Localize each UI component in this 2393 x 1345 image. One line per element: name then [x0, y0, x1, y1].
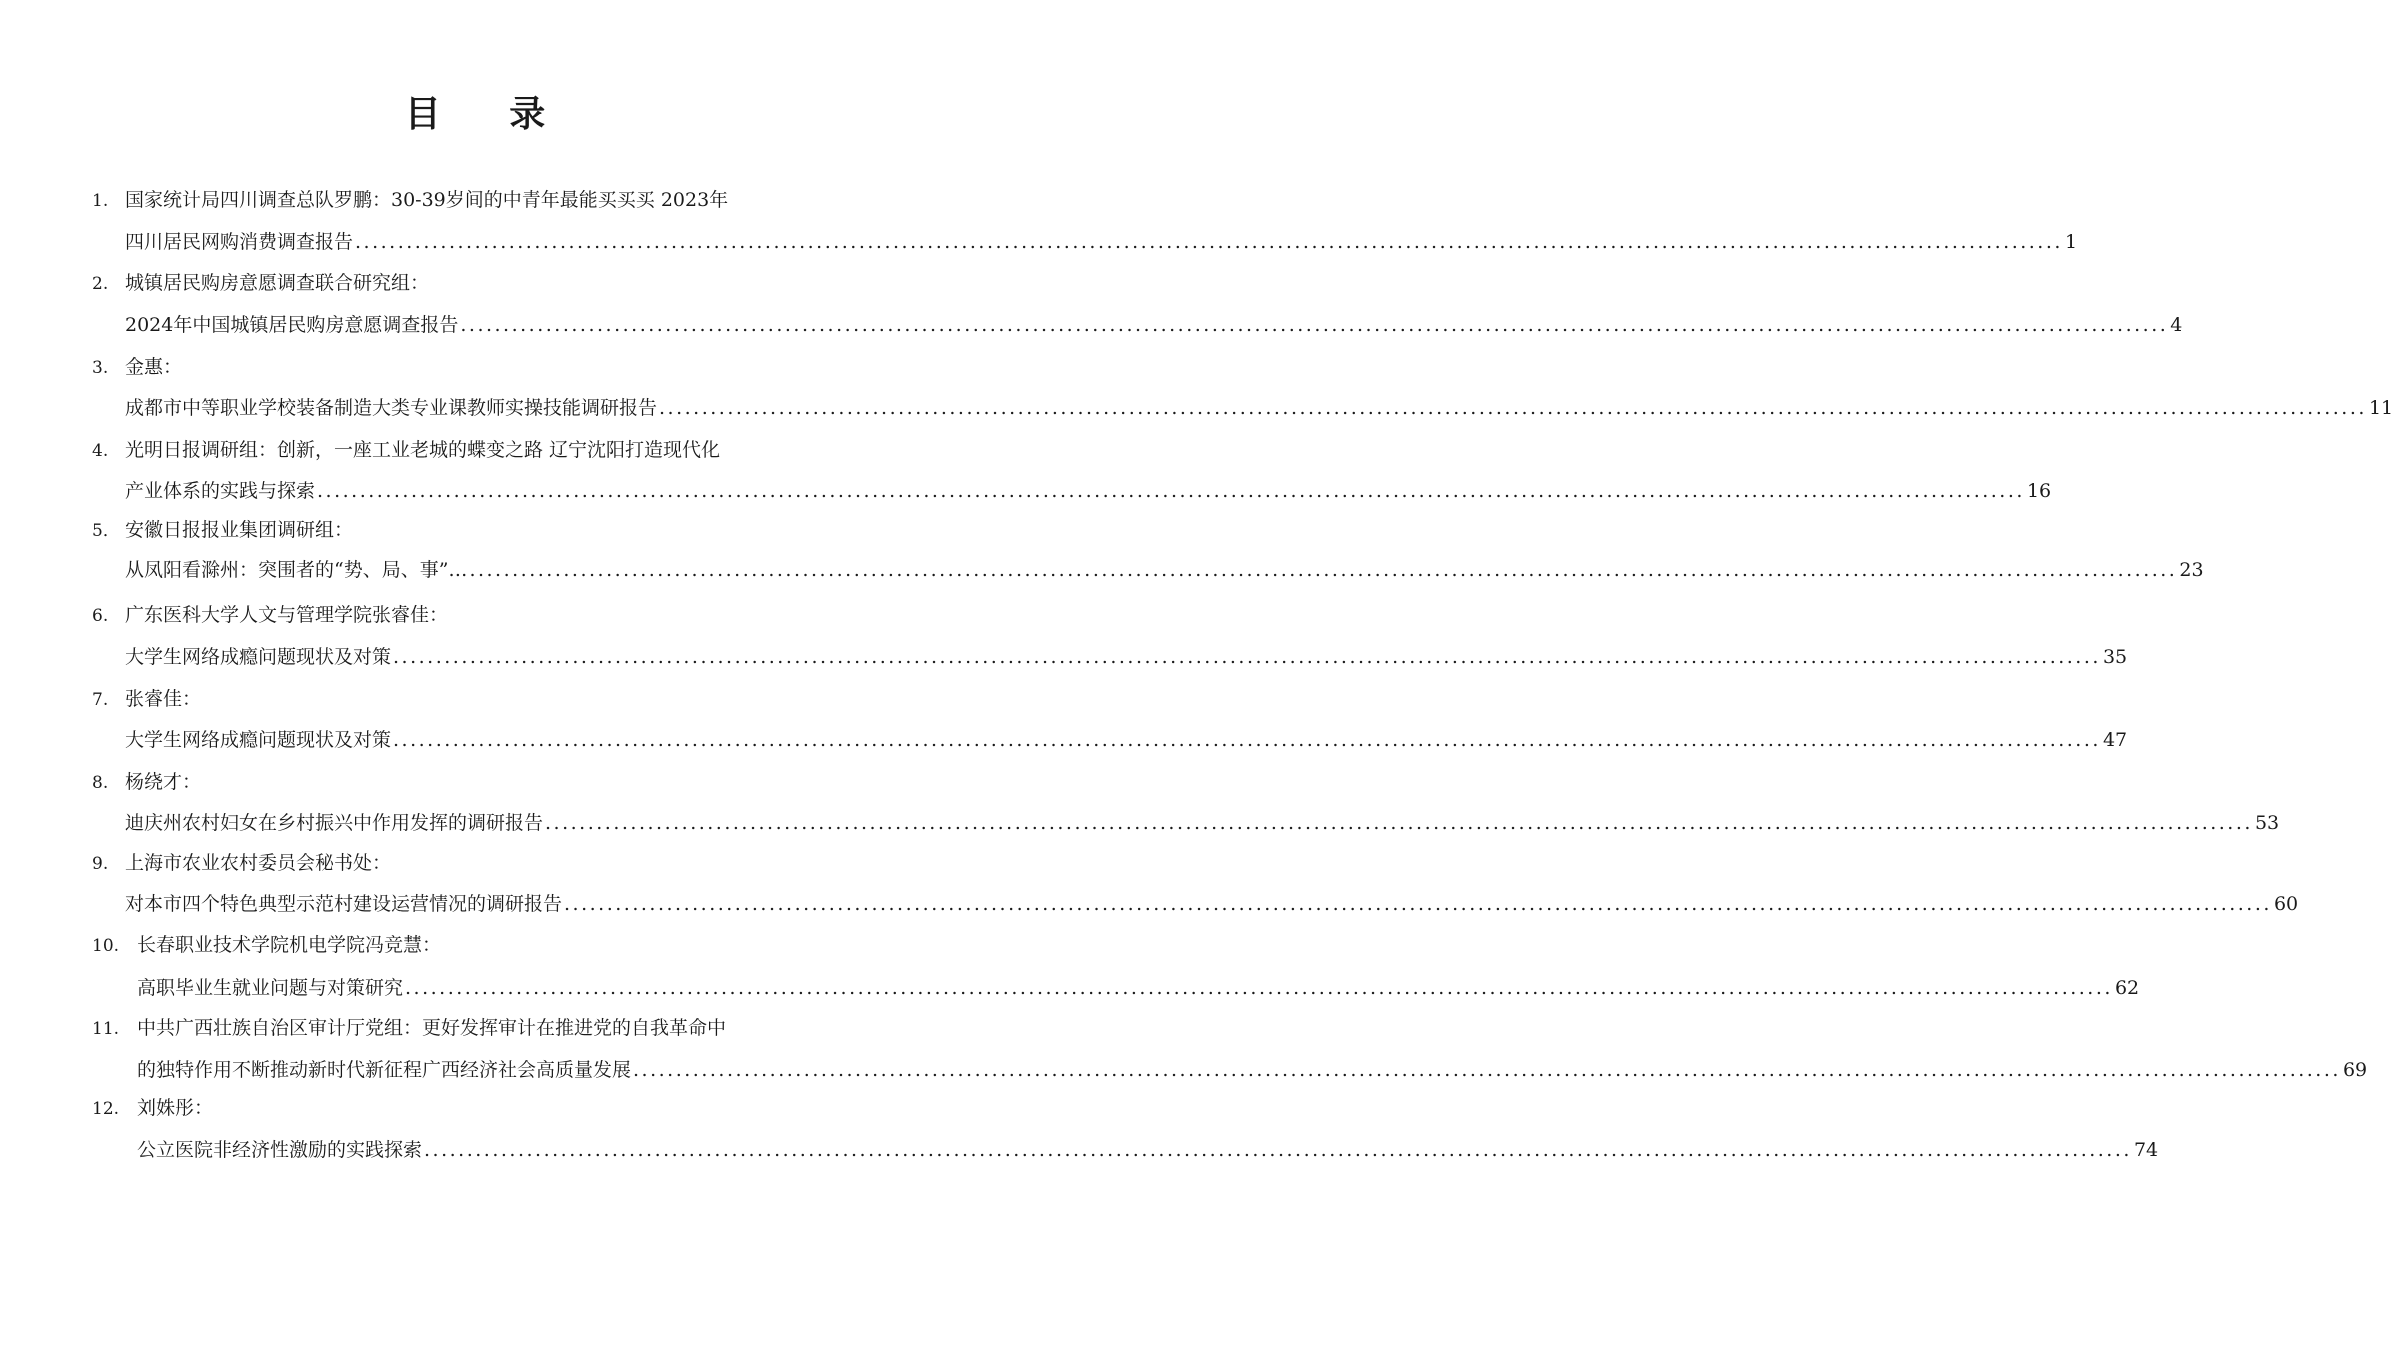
toc-entry-title: 四川居民网购消费调查报告 [125, 231, 354, 253]
toc-entry-title: 的独特作用不断推动新时代新征程广西经济社会高质量发展 [137, 1059, 632, 1081]
dot-leader: ........................................................................................................................................................................................................ [424, 1139, 2132, 1161]
toc-entry-number: 12. [92, 1099, 120, 1119]
toc-entry-title: 2024年中国城镇居民购房意愿调查报告 [125, 314, 459, 336]
toc-title: 目 录 [404, 94, 574, 135]
toc-entry-heading[interactable]: 刘姝彤： [137, 1097, 214, 1119]
toc-entry-line[interactable] [125, 555, 2204, 585]
toc-entry-line[interactable] [125, 808, 2280, 838]
toc-entry-heading[interactable]: 张睿佳： [125, 688, 202, 710]
toc-entry-line[interactable] [125, 227, 2078, 257]
dot-leader: ........................................................................................................................................................................................................ [317, 480, 2025, 502]
toc-entry-number: 5． [92, 521, 120, 541]
toc-entry-line[interactable] [137, 1055, 2368, 1085]
toc-entry-heading[interactable]: 广东医科大学人文与管理学院张睿佳： [125, 604, 449, 626]
toc-entry-number: 11. [92, 1019, 120, 1039]
toc-entry-title: 大学生网络成瘾问题现状及对策 [125, 729, 392, 751]
toc-entry-line[interactable] [125, 476, 2052, 506]
toc-entry-title: 产业体系的实践与探索 [125, 480, 316, 502]
dot-leader: ........................................................................................................................................................................................................ [545, 812, 2253, 834]
toc-page-number: 4 [2170, 314, 2183, 336]
toc-entry-number: 3. [92, 358, 109, 378]
toc-page-number: 47 [2102, 729, 2128, 751]
toc-page-number: 23 [2179, 559, 2204, 581]
toc-entry-line[interactable] [125, 310, 2183, 340]
toc-entry-heading[interactable]: 中共广西壮族自治区审计厅党组：更好发挥审计在推进党的自我革命中 [137, 1017, 727, 1039]
toc-entry-title: 对本市四个特色典型示范村建设运营情况的调研报告 [125, 893, 563, 915]
toc-entry-heading[interactable]: 杨绕才： [125, 771, 202, 793]
toc-entry-line[interactable] [137, 1135, 2159, 1165]
toc-entry-number: 9. [92, 854, 109, 874]
toc-entry-number: 8. [92, 773, 109, 793]
toc-entry-heading[interactable]: 光明日报调研组：创新，一座工业老城的蝶变之路 辽宁沈阳打造现代化 [125, 439, 721, 461]
toc-entry-heading[interactable]: 国家统计局四川调查总队罗鹏：30-39岁间的中青年最能买买买 2023年 [125, 189, 729, 211]
toc-entry-title: 大学生网络成瘾问题现状及对策 [125, 646, 392, 668]
toc-entry-line[interactable] [125, 642, 2128, 672]
toc-entry-title: 公立医院非经济性激励的实践探索 [137, 1139, 423, 1161]
toc-entry-number: 1. [92, 191, 109, 211]
toc-entry-heading[interactable]: 城镇居民购房意愿调查联合研究组： [125, 272, 430, 294]
dot-leader: ........................................................................................................................................................................................................ [405, 977, 2113, 999]
toc-page-number: 53 [2254, 812, 2280, 834]
toc-entry-number: 10. [92, 936, 120, 956]
toc-page-number: 16 [2026, 480, 2052, 502]
toc-entry-title: 从凤阳看滁州：突围者的“势、局、事”… [125, 559, 468, 581]
dot-leader: ........................................................................................................................................................................................................ [633, 1059, 2341, 1081]
toc-entry-title: 高职毕业生就业问题与对策研究 [137, 977, 404, 999]
toc-page-number: 11 [2368, 397, 2393, 419]
toc-entry-heading[interactable]: 安徽日报报业集团调研组： [125, 519, 354, 541]
toc-entry-number: 2. [92, 274, 109, 294]
toc-page-number: 35 [2102, 646, 2128, 668]
toc-entry-title: 成都市中等职业学校装备制造大类专业课教师实操技能调研报告 [125, 397, 658, 419]
toc-entry-number: 4. [92, 441, 109, 461]
toc-page-number: 74 [2133, 1139, 2159, 1161]
toc-page-number: 69 [2342, 1059, 2368, 1081]
toc-page-number: 62 [2114, 977, 2140, 999]
toc-entry-line[interactable] [125, 889, 2299, 919]
toc-entry-line[interactable] [125, 725, 2128, 755]
toc-entry-heading[interactable]: 上海市农业农村委员会秘书处： [125, 852, 392, 874]
toc-page-number: 60 [2273, 893, 2299, 915]
toc-entry-number: 7. [92, 690, 109, 710]
dot-leader: ........................................................................................................................................................................................................ [355, 231, 2063, 253]
dot-leader: ........................................................................................................................................................................................................ [564, 893, 2272, 915]
toc-entry-line[interactable] [137, 973, 2140, 1003]
dot-leader: ........................................................................................................................................................................................................ [469, 559, 2178, 581]
dot-leader: ........................................................................................................................................................................................................ [393, 729, 2101, 751]
dot-leader: ........................................................................................................................................................................................................ [393, 646, 2101, 668]
toc-entry-line[interactable] [125, 393, 2393, 423]
toc-page-number: 1 [2064, 231, 2078, 253]
dot-leader: ........................................................................................................................................................................................................ [460, 314, 2169, 336]
toc-entry-heading[interactable]: 长春职业技术学院机电学院冯竞慧： [137, 934, 442, 956]
toc-entry-number: 6. [92, 606, 109, 626]
toc-entry-title: 迪庆州农村妇女在乡村振兴中作用发挥的调研报告 [125, 812, 544, 834]
toc-entry-heading[interactable]: 金惠： [125, 356, 183, 378]
dot-leader: ........................................................................................................................................................................................................ [659, 397, 2367, 419]
